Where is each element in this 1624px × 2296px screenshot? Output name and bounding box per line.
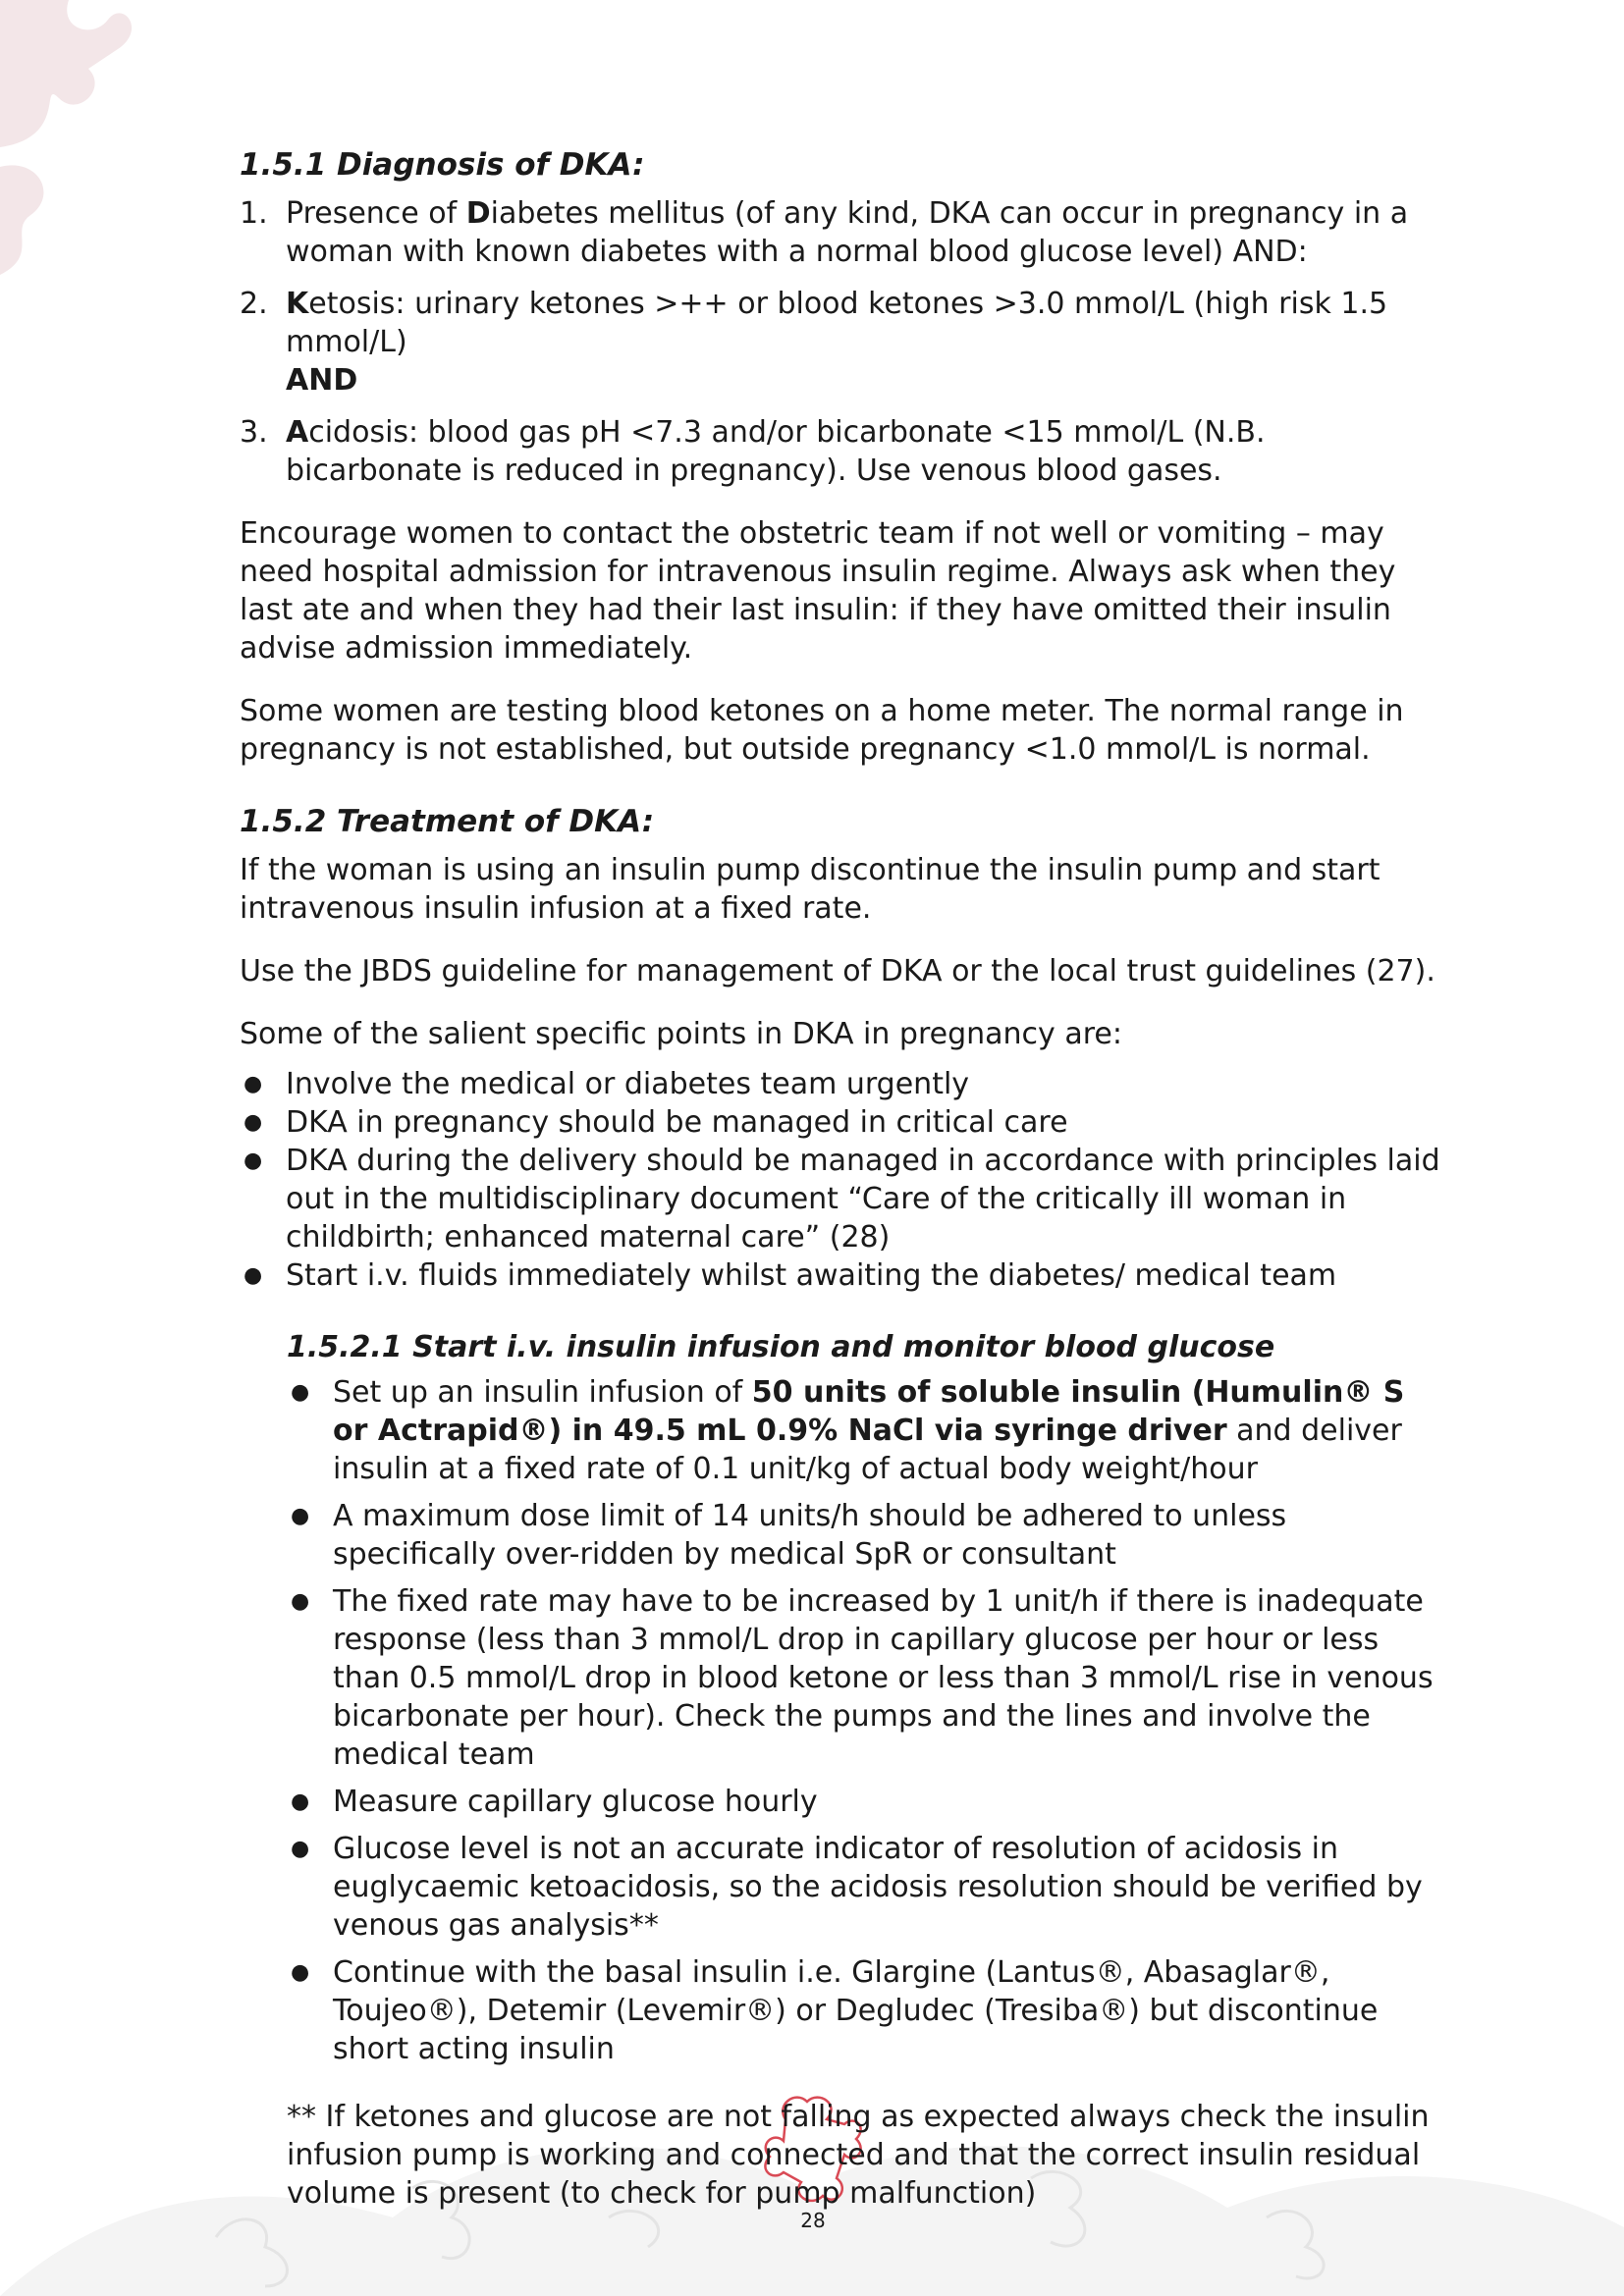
insulin-infusion-section [240,1328,1447,2068]
list-item: ● DKA during the delivery should be managed in accordance with principles laid out in the multidisciplinary document “Care of the critically ill woman in childbirth; enhanced maternal care” (28) [240,1142,1447,1256]
jbds-guideline-paragraph: Use the JBDS guideline for management of DKA or the local trust guidelines (27). [240,954,1435,988]
insulin-infusion-list [287,1373,1447,2068]
insulin-pump-paragraph: If the woman is using an insulin pump discontinue the insulin pump and start intravenous insulin infusion at a fixed rate. [240,853,1380,926]
list-item: ● A maximum dose limit of 14 units/h should be adhered to unless specifically over-ridden by medical SpR or consultant [287,1497,1447,1574]
puzzle-corner-decoration [0,0,157,294]
salient-points-intro: Some of the salient specific points in DKA in pregnancy are: [240,1017,1122,1051]
setup-text-tail: and deliver insulin at a fixed rate of 0.1 unit/kg of actual body weight/hour [333,1414,1402,1486]
diagnosis-heading: 1.5.1 Diagnosis of DKA: [240,147,645,183]
criterion-text: cidosis: blood gas pH <7.3 and/or bicarbonate <15 mmol/L (N.B. bicarbonate is reduced in pregnancy). Use venous blood gases. [286,415,1266,488]
criterion-text: iabetes mellitus (of any kind, DKA can occur in pregnancy in a woman with known diabetes with a normal blood glucose level) AND: [286,196,1409,269]
setup-text-lead: Set up an insulin infusion of [333,1375,752,1410]
criterion-item [240,413,1447,490]
criterion-number: 1. [240,196,268,231]
criterion-initial: D [465,196,491,231]
criterion-suffix: AND [286,363,358,398]
criterion-lead: Presence of [286,196,466,231]
criterion-text: etosis: urinary ketones >++ or blood ketones >3.0 mmol/L (high risk 1.5 mmol/L) [286,287,1388,359]
list-item: ● Glucose level is not an accurate indicator of resolution of acidosis in euglycaemic ketoacidosis, so the acidosis resolution should be verified by venous gas analysis** [287,1830,1447,1945]
criterion-item [240,194,1447,271]
home-ketone-paragraph: Some women are testing blood ketones on a home meter. The normal range in pregnancy is not established, but outside pregnancy <1.0 mmol/L is normal. [240,694,1404,767]
list-item: ● Involve the medical or diabetes team urgently [240,1065,1447,1103]
list-item: ● Start i.v. fluids immediately whilst awaiting the diabetes/ medical team [240,1256,1447,1295]
salient-points-list [240,1065,1447,1295]
treatment-heading: 1.5.2 Treatment of DKA: [240,804,655,839]
document-page [240,145,1447,2237]
list-item: ● DKA in pregnancy should be managed in critical care [240,1103,1447,1142]
criterion-number: 3. [240,415,268,450]
list-item: ● Measure capillary glucose hourly [287,1783,1447,1821]
setup-text-bold: 50 units of soluble insulin (Humulin® S or Actrapid®) in 49.5 mL 0.9% NaCl via syringe driver [333,1375,1405,1448]
encourage-paragraph: Encourage women to contact the obstetric team if not well or vomiting – may need hospital admission for intravenous insulin regime. Always ask when they last ate and when they had their last insulin: if they have omitted their insulin advise admission immediately. [240,516,1396,666]
list-item: ● The fixed rate may have to be increased by 1 unit/h if there is inadequate response (less than 3 mmol/L drop in capillary glucose per hour or less than 0.5 mmol/L drop in blood ketone or less than 3 mmol/L rise in venous bicarbonate per hour). Check the pumps and the lines and involve the medical team [287,1582,1447,1774]
criterion-number: 2. [240,287,268,321]
criterion-initial: A [286,415,309,450]
list-item: ● Continue with the basal insulin i.e. Glargine (Lantus®, Abasaglar®, Toujeo®), Detemir (Levemir®) or Degludec (Tresiba®) but discontinue short acting insulin [287,1953,1447,2068]
list-item [287,1373,1447,1488]
criterion-item [240,285,1447,400]
footnote: ** If ketones and glucose are not falling as expected always check the insulin infusion pump is working and connected and that the correct insulin residual volume is present (to check for pump malfunction) [287,2100,1430,2211]
criterion-initial: K [286,287,309,321]
page-number: 28 [800,2209,826,2232]
insulin-infusion-heading: 1.5.2.1 Start i.v. insulin infusion and monitor blood glucose [287,1330,1275,1364]
diagnosis-criteria-list [240,194,1447,490]
